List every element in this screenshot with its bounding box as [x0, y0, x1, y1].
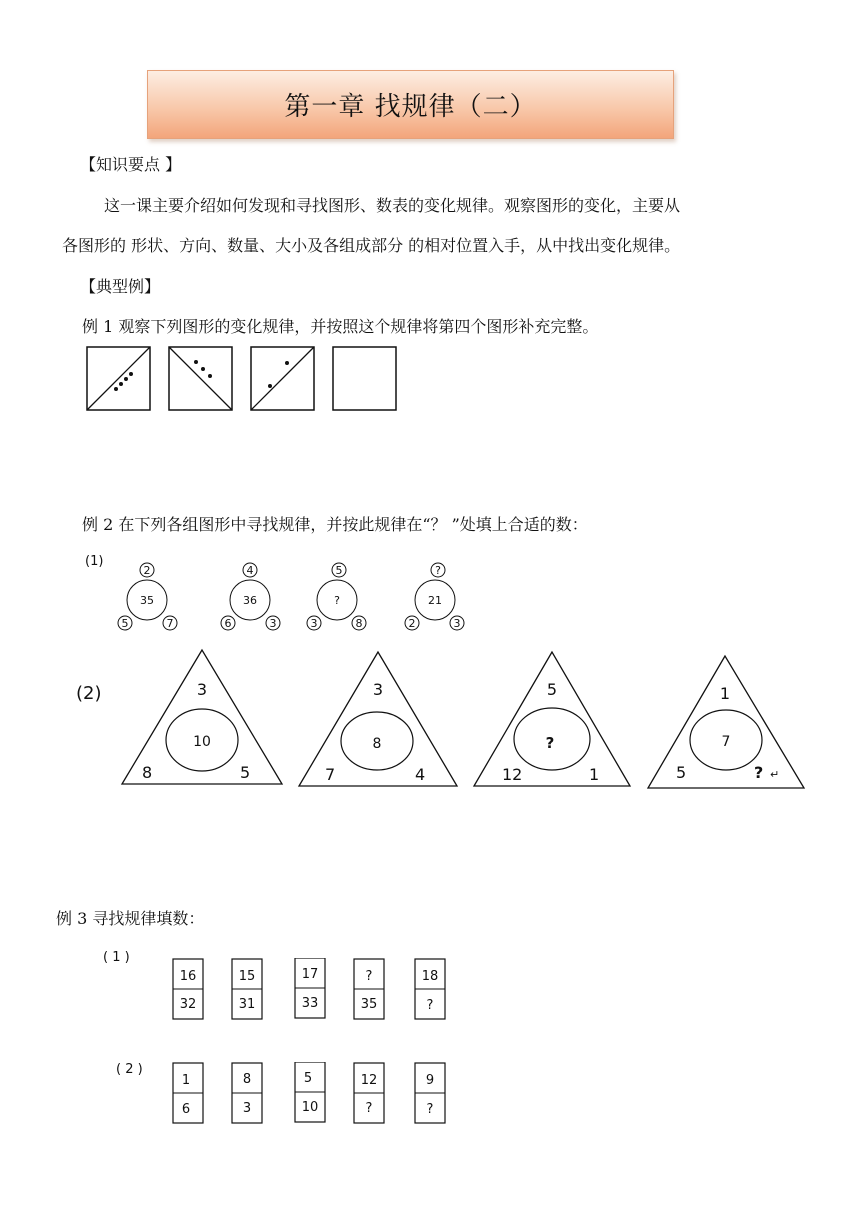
pattern-square-1: [86, 346, 152, 412]
circle-1-right: 7: [166, 617, 174, 630]
box-1-5-bottom: ?: [426, 998, 434, 1013]
pattern-square-2: [168, 346, 234, 412]
circle-4-top: ?: [435, 564, 441, 577]
triangle-1-top: 3: [196, 680, 208, 699]
triangle-2-right: 4: [415, 765, 426, 784]
intro-line-1: 这一课主要介绍如何发现和寻找图形、数表的变化规律。观察图形的变化，主要从: [104, 196, 681, 215]
triangle-3-top: 5: [546, 680, 558, 699]
triangle-1-left: 8: [142, 763, 153, 782]
circle-4-center: 21: [428, 594, 442, 607]
number-box-1-1: [173, 959, 203, 1019]
number-box-2-1: [173, 1063, 203, 1123]
box-1-1-bottom: 32: [179, 997, 197, 1012]
circle-2-top: 4: [246, 564, 254, 577]
circle-4-left: 2: [408, 617, 416, 630]
box-1-3-bottom: 33: [301, 996, 319, 1011]
box-2-2-top: 8: [242, 1072, 252, 1087]
example-3-text: 例 3 寻找规律填数：: [56, 909, 205, 928]
number-box-group-1: [172, 958, 452, 1026]
triangle-3-right: 1: [589, 765, 600, 784]
circle-2-center: 36: [243, 594, 257, 607]
number-box-1-2: [232, 959, 262, 1019]
triangle-3: [472, 650, 637, 794]
box-1-5-top: 18: [421, 969, 439, 984]
number-box-1-3: [295, 958, 325, 1018]
box-2-4-bottom: ?: [365, 1101, 373, 1116]
box-2-3-bottom: 10: [301, 1100, 319, 1115]
triangle-2-center: 8: [372, 736, 382, 752]
box-2-5-bottom: ?: [426, 1102, 434, 1117]
box-1-4-top: ?: [365, 969, 373, 984]
circle-group-4: [398, 560, 478, 638]
box-2-4-top: 12: [360, 1073, 378, 1088]
number-box-group-2: [172, 1062, 452, 1130]
circle-4-right: 3: [453, 617, 461, 630]
circle-3-left: 3: [310, 617, 318, 630]
circle-group-3: [300, 560, 380, 638]
triangle-4-left: 5: [676, 763, 687, 782]
triangle-3-left: 12: [502, 765, 523, 784]
circle-3-top: 5: [335, 564, 343, 577]
number-box-2-3: [295, 1062, 325, 1122]
example-3-part-2-label: ( 2 ): [116, 1062, 143, 1077]
circle-group-2: [213, 560, 293, 638]
box-2-1-top: 1: [181, 1073, 191, 1088]
circle-2-right: 3: [269, 617, 277, 630]
triangle-4-right: ?: [754, 763, 764, 782]
example-2-part-1-label: (1): [85, 554, 104, 569]
number-box-1-4: [354, 959, 384, 1019]
number-box-2-4: [354, 1063, 384, 1123]
circle-1-center: 35: [140, 594, 154, 607]
number-box-1-5: [415, 959, 445, 1019]
circle-1-left: 5: [121, 617, 129, 630]
triangle-3-center: ?: [545, 734, 555, 752]
example-2-part-2-label: (2): [76, 683, 102, 704]
circle-3-right: 8: [355, 617, 363, 630]
number-box-2-5: [415, 1063, 445, 1123]
box-2-2-bottom: 3: [242, 1101, 252, 1116]
knowledge-header: 【知识要点 】: [80, 155, 182, 174]
triangle-1-right: 5: [240, 763, 251, 782]
intro-line-2: 各图形的 形状、方向、数量、大小及各组成部分 的相对位置入手，从中找出变化规律。: [62, 236, 681, 255]
examples-header: 【典型例】: [80, 277, 161, 296]
example-3-part-1-label: ( 1 ): [103, 950, 130, 965]
box-1-3-top: 17: [301, 967, 319, 982]
chapter-title: 第一章 找规律（二）: [284, 92, 537, 122]
circle-3-center: ?: [334, 594, 340, 607]
circle-1-top: 2: [143, 564, 151, 577]
box-1-2-bottom: 31: [238, 997, 256, 1012]
return-mark: ↵: [770, 768, 780, 781]
triangle-1-center: 10: [193, 734, 211, 750]
triangle-1: [120, 648, 285, 792]
pattern-square-3: [250, 346, 316, 412]
pattern-square-4-blank: [332, 346, 398, 412]
triangle-4: [646, 654, 811, 798]
box-1-2-top: 15: [238, 969, 256, 984]
triangle-4-top: 1: [719, 684, 731, 703]
box-2-5-top: 9: [425, 1073, 435, 1088]
example-1-text: 例 1 观察下列图形的变化规律，并按照这个规律将第四个图形补充完整。: [82, 317, 599, 336]
triangle-2-left: 7: [325, 765, 336, 784]
circle-2-left: 6: [224, 617, 232, 630]
box-1-4-bottom: 35: [360, 997, 378, 1012]
circle-group-1: [110, 560, 190, 638]
box-2-3-top: 5: [303, 1071, 313, 1086]
chapter-title-banner: [147, 70, 674, 139]
example-2-text: 例 2 在下列各组图形中寻找规律，并按此规律在“？ ”处填上合适的数：: [82, 515, 588, 534]
triangle-4-center: 7: [721, 734, 731, 750]
triangle-2-top: 3: [372, 680, 384, 699]
triangle-2: [297, 650, 462, 794]
number-box-2-2: [232, 1063, 262, 1123]
box-1-1-top: 16: [179, 969, 197, 984]
box-2-1-bottom: 6: [181, 1102, 191, 1117]
